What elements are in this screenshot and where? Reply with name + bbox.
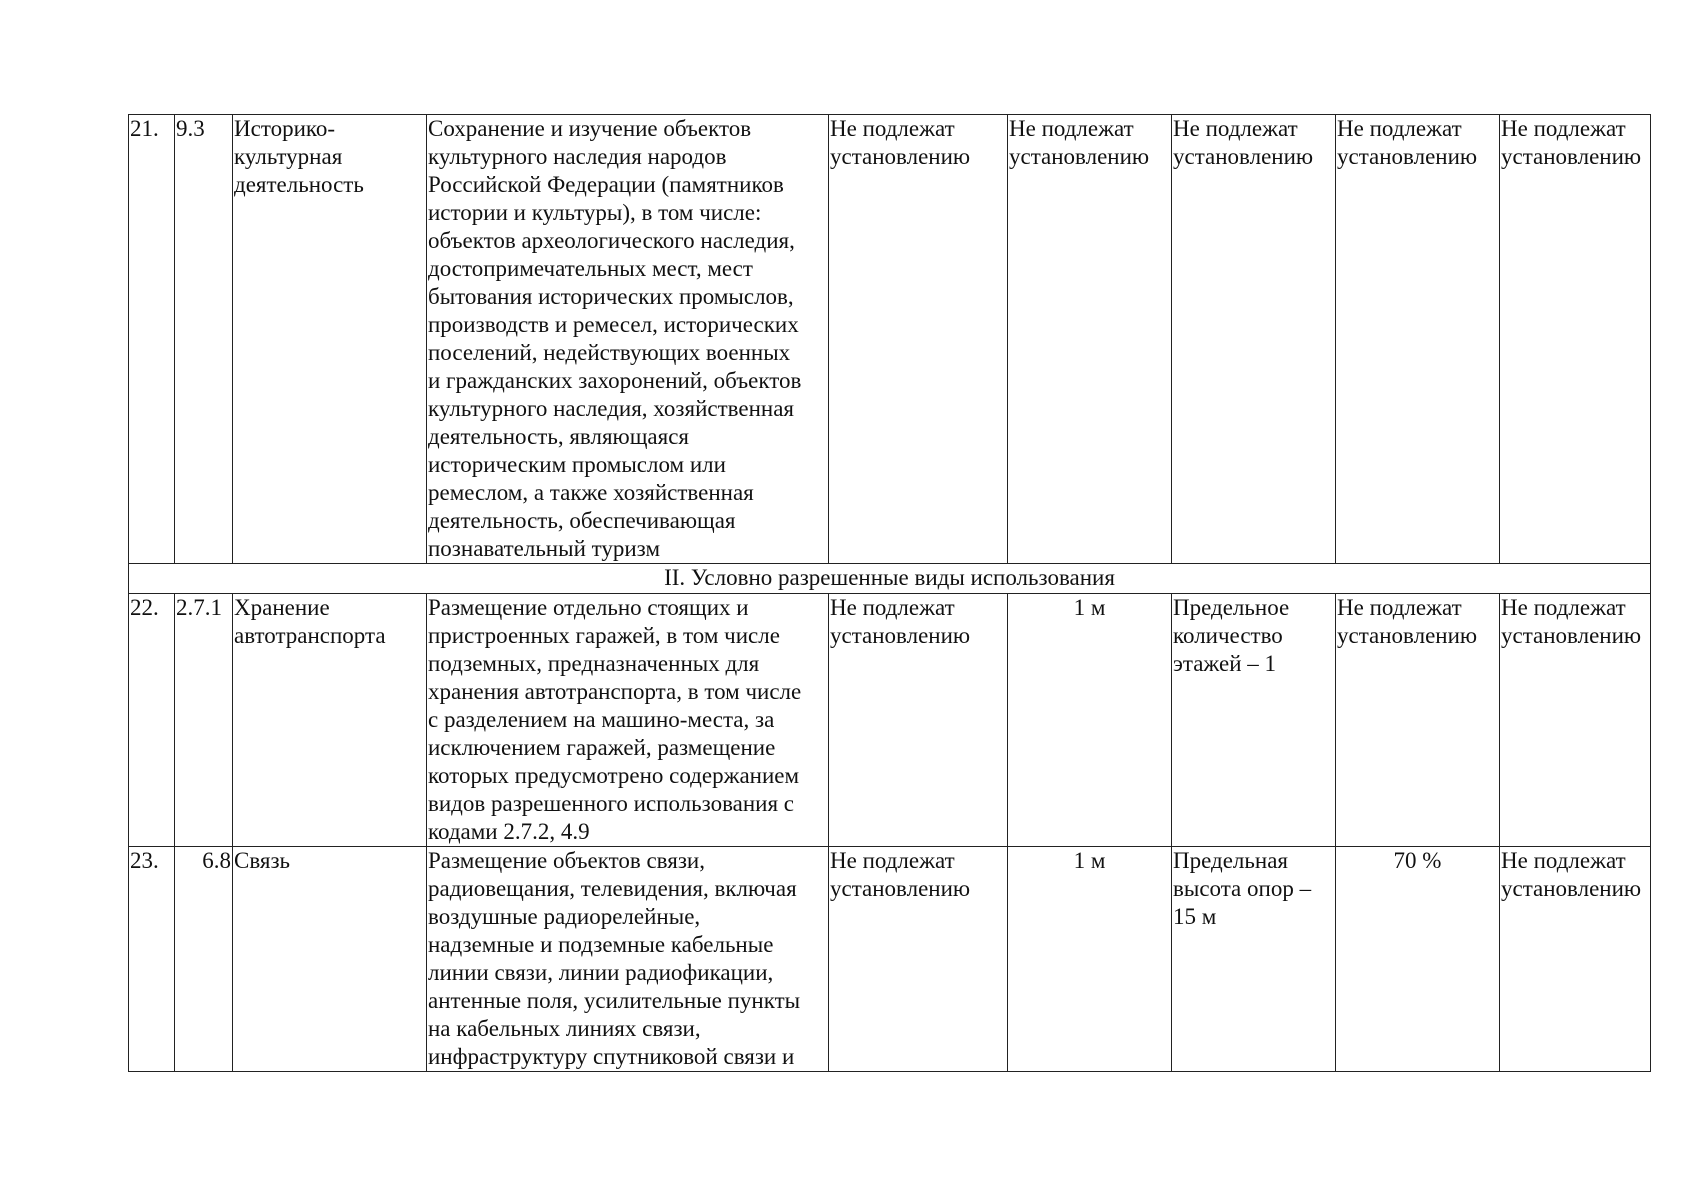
param-cell xyxy=(1172,594,1336,847)
text-line: установлению xyxy=(1173,144,1314,169)
text-line: Не подлежат xyxy=(1501,116,1626,141)
text-line: истории и культуры), в том числе: xyxy=(428,200,762,225)
text-line: объектов археологического наследия, xyxy=(428,228,795,253)
text-line: этажей – 1 xyxy=(1173,651,1277,676)
text-line: установлению xyxy=(830,623,971,648)
text-line: установлению xyxy=(1337,623,1478,648)
text-line: Хранение xyxy=(234,595,330,620)
text-line: бытования исторических промыслов, xyxy=(428,284,794,309)
text-line: Не подлежат xyxy=(1501,848,1626,873)
row-number-text: 23. xyxy=(130,848,159,873)
param-cell xyxy=(1336,847,1500,1072)
text-line: видов разрешенного использования с xyxy=(428,791,794,816)
text-line: Не подлежат xyxy=(1009,116,1134,141)
param-cell xyxy=(829,847,1008,1072)
text-line: Размещение объектов связи, xyxy=(428,848,705,873)
text-line: достопримечательных мест, мест xyxy=(428,256,753,281)
use-name xyxy=(233,847,427,1072)
row-number xyxy=(129,847,175,1072)
text-line: деятельность xyxy=(234,172,364,197)
param-cell xyxy=(1008,847,1172,1072)
text-line: Не подлежат xyxy=(1501,595,1626,620)
text-line: Российской Федерации (памятников xyxy=(428,172,784,197)
text-line: Размещение отдельно стоящих и xyxy=(428,595,749,620)
row-number-text: 21. xyxy=(130,116,159,141)
section-row xyxy=(129,564,1651,594)
text-line: пристроенных гаражей, в том числе xyxy=(428,623,780,648)
text-line: радиовещания, телевидения, включая xyxy=(428,876,797,901)
use-description xyxy=(427,594,829,847)
row-number xyxy=(129,594,175,847)
param-cell xyxy=(1336,594,1500,847)
text-line: ремеслом, а также хозяйственная xyxy=(428,480,754,505)
text-line: которых предусмотрено содержанием xyxy=(428,763,800,788)
param-cell xyxy=(829,594,1008,847)
text-line: Не подлежат xyxy=(1173,116,1298,141)
row-number-text: 22. xyxy=(130,595,159,620)
text-line: инфраструктуру спутниковой связи и xyxy=(428,1044,795,1069)
text-line: исключением гаражей, размещение xyxy=(428,735,776,760)
param-cell xyxy=(1500,847,1651,1072)
param-cell xyxy=(1172,115,1336,564)
param-cell xyxy=(1500,115,1651,564)
use-description xyxy=(427,847,829,1072)
text-line: Сохранение и изучение объектов xyxy=(428,116,752,141)
text-line: установлению xyxy=(1501,144,1642,169)
table-row xyxy=(129,847,1651,1072)
use-name xyxy=(233,115,427,564)
row-number xyxy=(129,115,175,564)
text-line: деятельность, обеспечивающая xyxy=(428,508,736,533)
text-line: установлению xyxy=(830,876,971,901)
text-line: Предельная xyxy=(1173,848,1288,873)
text-line: линии связи, линии радиофикации, xyxy=(428,960,774,985)
table-row xyxy=(129,594,1651,847)
param-cell xyxy=(1008,594,1172,847)
use-code-text: 9.3 xyxy=(176,116,205,141)
use-description xyxy=(427,115,829,564)
param-cell xyxy=(1172,847,1336,1072)
text-line: производств и ремесел, исторических xyxy=(428,312,799,337)
section-title: II. Условно разрешенные виды использования xyxy=(129,564,1651,594)
text-line: Связь xyxy=(234,848,291,873)
text-line: деятельность, являющаяся xyxy=(428,424,690,449)
land-use-table xyxy=(128,114,1651,1072)
text-line: установлению xyxy=(1501,623,1642,648)
text-line: 15 м xyxy=(1173,904,1217,929)
use-code-text: 6.8 xyxy=(202,848,231,873)
use-code-text: 2.7.1 xyxy=(176,595,222,620)
text-line: кодами 2.7.2, 4.9 xyxy=(428,819,590,844)
param-cell xyxy=(1500,594,1651,847)
text-line: установлению xyxy=(830,144,971,169)
text-line: с разделением на машино-места, за xyxy=(428,707,775,732)
text-line: 70 % xyxy=(1393,848,1442,873)
text-line: познавательный туризм xyxy=(428,536,660,561)
use-code xyxy=(175,594,233,847)
text-line: установлению xyxy=(1009,144,1150,169)
text-line: Не подлежат xyxy=(1337,116,1462,141)
text-line: подземных, предназначенных для xyxy=(428,651,760,676)
text-line: установлению xyxy=(1337,144,1478,169)
text-line: культурная xyxy=(234,144,343,169)
text-line: высота опор – xyxy=(1173,876,1312,901)
text-line: историческим промыслом или xyxy=(428,452,726,477)
text-line: Историко- xyxy=(234,116,336,141)
text-line: воздушные радиорелейные, xyxy=(428,904,701,929)
param-cell xyxy=(1336,115,1500,564)
text-line: культурного наследия, хозяйственная xyxy=(428,396,794,421)
text-line: автотранспорта xyxy=(234,623,386,648)
text-line: количество xyxy=(1173,623,1283,648)
text-line: антенные поля, усилительные пункты xyxy=(428,988,801,1013)
text-line: поселений, недействующих военных xyxy=(428,340,791,365)
text-line: и гражданских захоронений, объектов xyxy=(428,368,802,393)
text-line: Не подлежат xyxy=(830,848,955,873)
use-name xyxy=(233,594,427,847)
text-line: Предельное xyxy=(1173,595,1290,620)
param-cell xyxy=(829,115,1008,564)
use-code xyxy=(175,847,233,1072)
text-line: установлению xyxy=(1501,876,1642,901)
text-line: культурного наследия народов xyxy=(428,144,727,169)
text-line: Не подлежат xyxy=(1337,595,1462,620)
text-line: надземные и подземные кабельные xyxy=(428,932,774,957)
param-cell xyxy=(1008,115,1172,564)
text-line: на кабельных линиях связи, xyxy=(428,1016,701,1041)
text-line: хранения автотранспорта, в том числе xyxy=(428,679,802,704)
table-row xyxy=(129,115,1651,564)
text-line: 1 м xyxy=(1073,595,1106,620)
text-line: Не подлежат xyxy=(830,595,955,620)
use-code xyxy=(175,115,233,564)
text-line: Не подлежат xyxy=(830,116,955,141)
text-line: 1 м xyxy=(1073,848,1106,873)
